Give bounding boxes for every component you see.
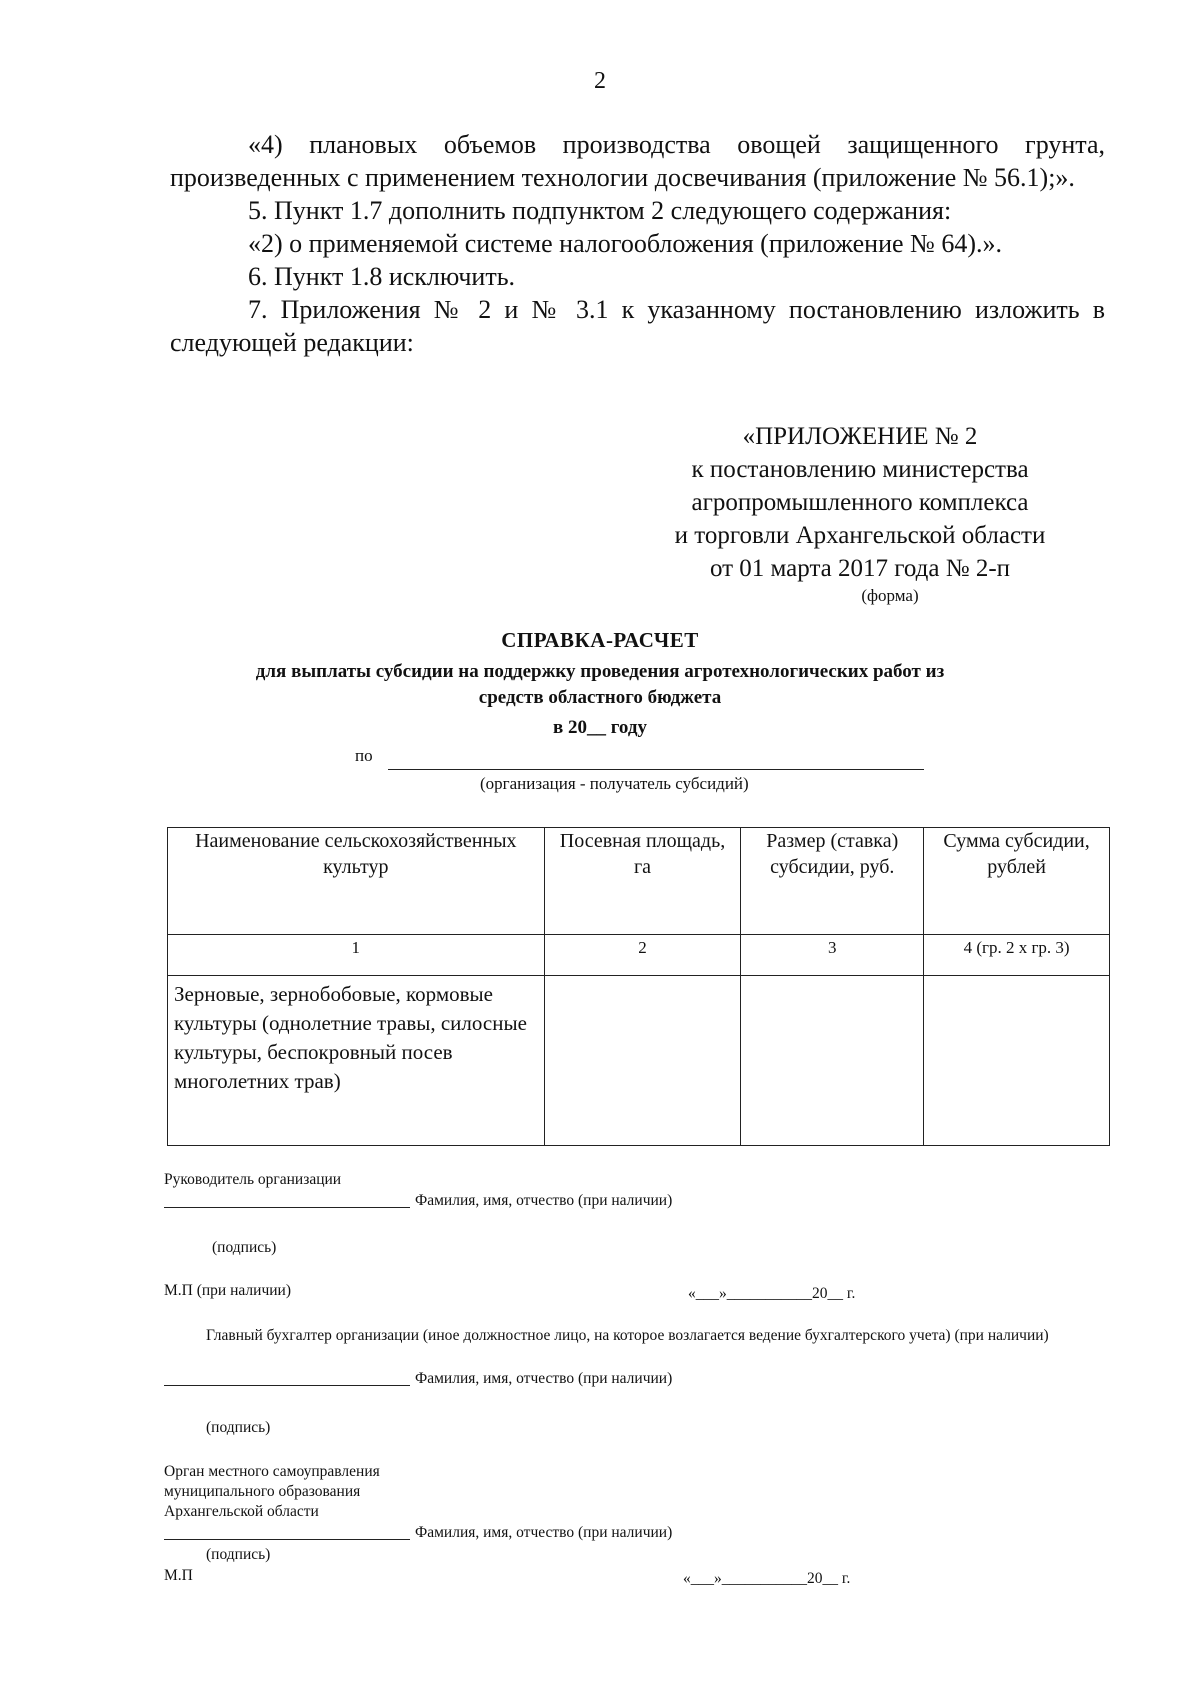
municipal-fio-label: Фамилия, имя, отчество (при наличии) xyxy=(415,1524,673,1541)
body-text xyxy=(170,128,1105,359)
paragraph-3: «2) о применяемой системе налогообложения (приложение № 64).». xyxy=(248,229,1002,258)
page-number: 2 xyxy=(594,68,606,94)
form-note: (форма) xyxy=(861,586,919,605)
area-cell[interactable] xyxy=(544,976,741,1146)
paragraph-4: 6. Пункт 1.8 исключить. xyxy=(248,262,516,291)
municipal-label: Архангельской области xyxy=(164,1503,319,1520)
municipal-signature-caption: (подпись) xyxy=(206,1546,271,1563)
rate-cell[interactable] xyxy=(741,976,924,1146)
municipal-label: Орган местного самоуправления xyxy=(164,1463,380,1480)
accountant-label: Главный бухгалтер организации (иное должностное лицо, на которое возлагается ведение бухгалтерского учета) (при наличии) xyxy=(206,1327,1049,1344)
year-line: в 20__ году xyxy=(553,717,647,738)
calculation-table xyxy=(167,827,1110,1146)
head-signature-caption: (подпись) xyxy=(212,1239,277,1256)
paragraph-5: 7. Приложения № 2 и № 3.1 к указанному постановлению изложить в следующей редакции: xyxy=(170,295,1105,357)
appendix-title: «ПРИЛОЖЕНИЕ № 2 xyxy=(742,423,978,450)
po-label: по xyxy=(355,746,373,765)
date-field: «___»___________20__ г. xyxy=(688,1285,856,1302)
accountant-signature-caption: (подпись) xyxy=(206,1419,271,1436)
header-area: Посевная площадь, га xyxy=(544,828,741,935)
document-title: СПРАВКА-РАСЧЕТ xyxy=(501,628,699,652)
appendix-line: агропромышленного комплекса xyxy=(691,489,1029,516)
column-number: 2 xyxy=(544,935,741,976)
seal-optional: М.П (при наличии) xyxy=(164,1282,291,1299)
municipal-signature-line xyxy=(164,1539,410,1540)
document-subtitle: для выплаты субсидии на поддержку проведения агротехнологических работ из xyxy=(255,661,945,682)
head-label: Руководитель организации xyxy=(164,1171,342,1188)
accountant-fio-label: Фамилия, имя, отчество (при наличии) xyxy=(415,1370,673,1387)
table-row xyxy=(168,976,1110,1146)
table-header-row xyxy=(168,828,1110,935)
accountant-signature-line xyxy=(164,1385,410,1386)
appendix-line: от 01 марта 2017 года № 2-п xyxy=(709,555,1011,582)
document-subtitle: средств областного бюджета xyxy=(478,687,722,708)
organization-caption: (организация - получатель субсидий) xyxy=(480,774,749,793)
sum-cell[interactable] xyxy=(924,976,1110,1146)
organization-line xyxy=(388,769,924,770)
paragraph-2: 5. Пункт 1.7 дополнить подпунктом 2 следующего содержания: xyxy=(248,196,952,225)
municipal-label: муниципального образования xyxy=(164,1483,361,1500)
header-crop: Наименование сельскохозяйственных культур xyxy=(168,828,545,935)
seal: М.П xyxy=(164,1567,193,1584)
document-title-block xyxy=(150,628,1050,741)
crop-name-cell: Зерновые, зернобобовые, кормовые культуры (однолетние травы, силосные культуры, беспокровный посев многолетних трав) xyxy=(168,976,545,1146)
column-number: 4 (гр. 2 х гр. 3) xyxy=(924,935,1110,976)
column-number: 1 xyxy=(168,935,545,976)
header-sum: Сумма субсидии, рублей xyxy=(924,828,1110,935)
appendix-line: к постановлению министерства xyxy=(691,456,1029,483)
date-field: «___»___________20__ г. xyxy=(683,1570,851,1587)
paragraph-1: «4) плановых объемов производства овощей защищенного грунта, произведенных с применением технологии досвечивания (приложение № 56.1);». xyxy=(170,130,1105,192)
head-fio-label: Фамилия, имя, отчество (при наличии) xyxy=(415,1192,673,1209)
appendix-header xyxy=(600,420,1120,607)
column-number: 3 xyxy=(741,935,924,976)
header-rate: Размер (ставка) субсидии, руб. xyxy=(741,828,924,935)
head-signature-line xyxy=(164,1207,410,1208)
appendix-line: и торговли Архангельской области xyxy=(674,522,1046,549)
column-number-row xyxy=(168,935,1110,976)
